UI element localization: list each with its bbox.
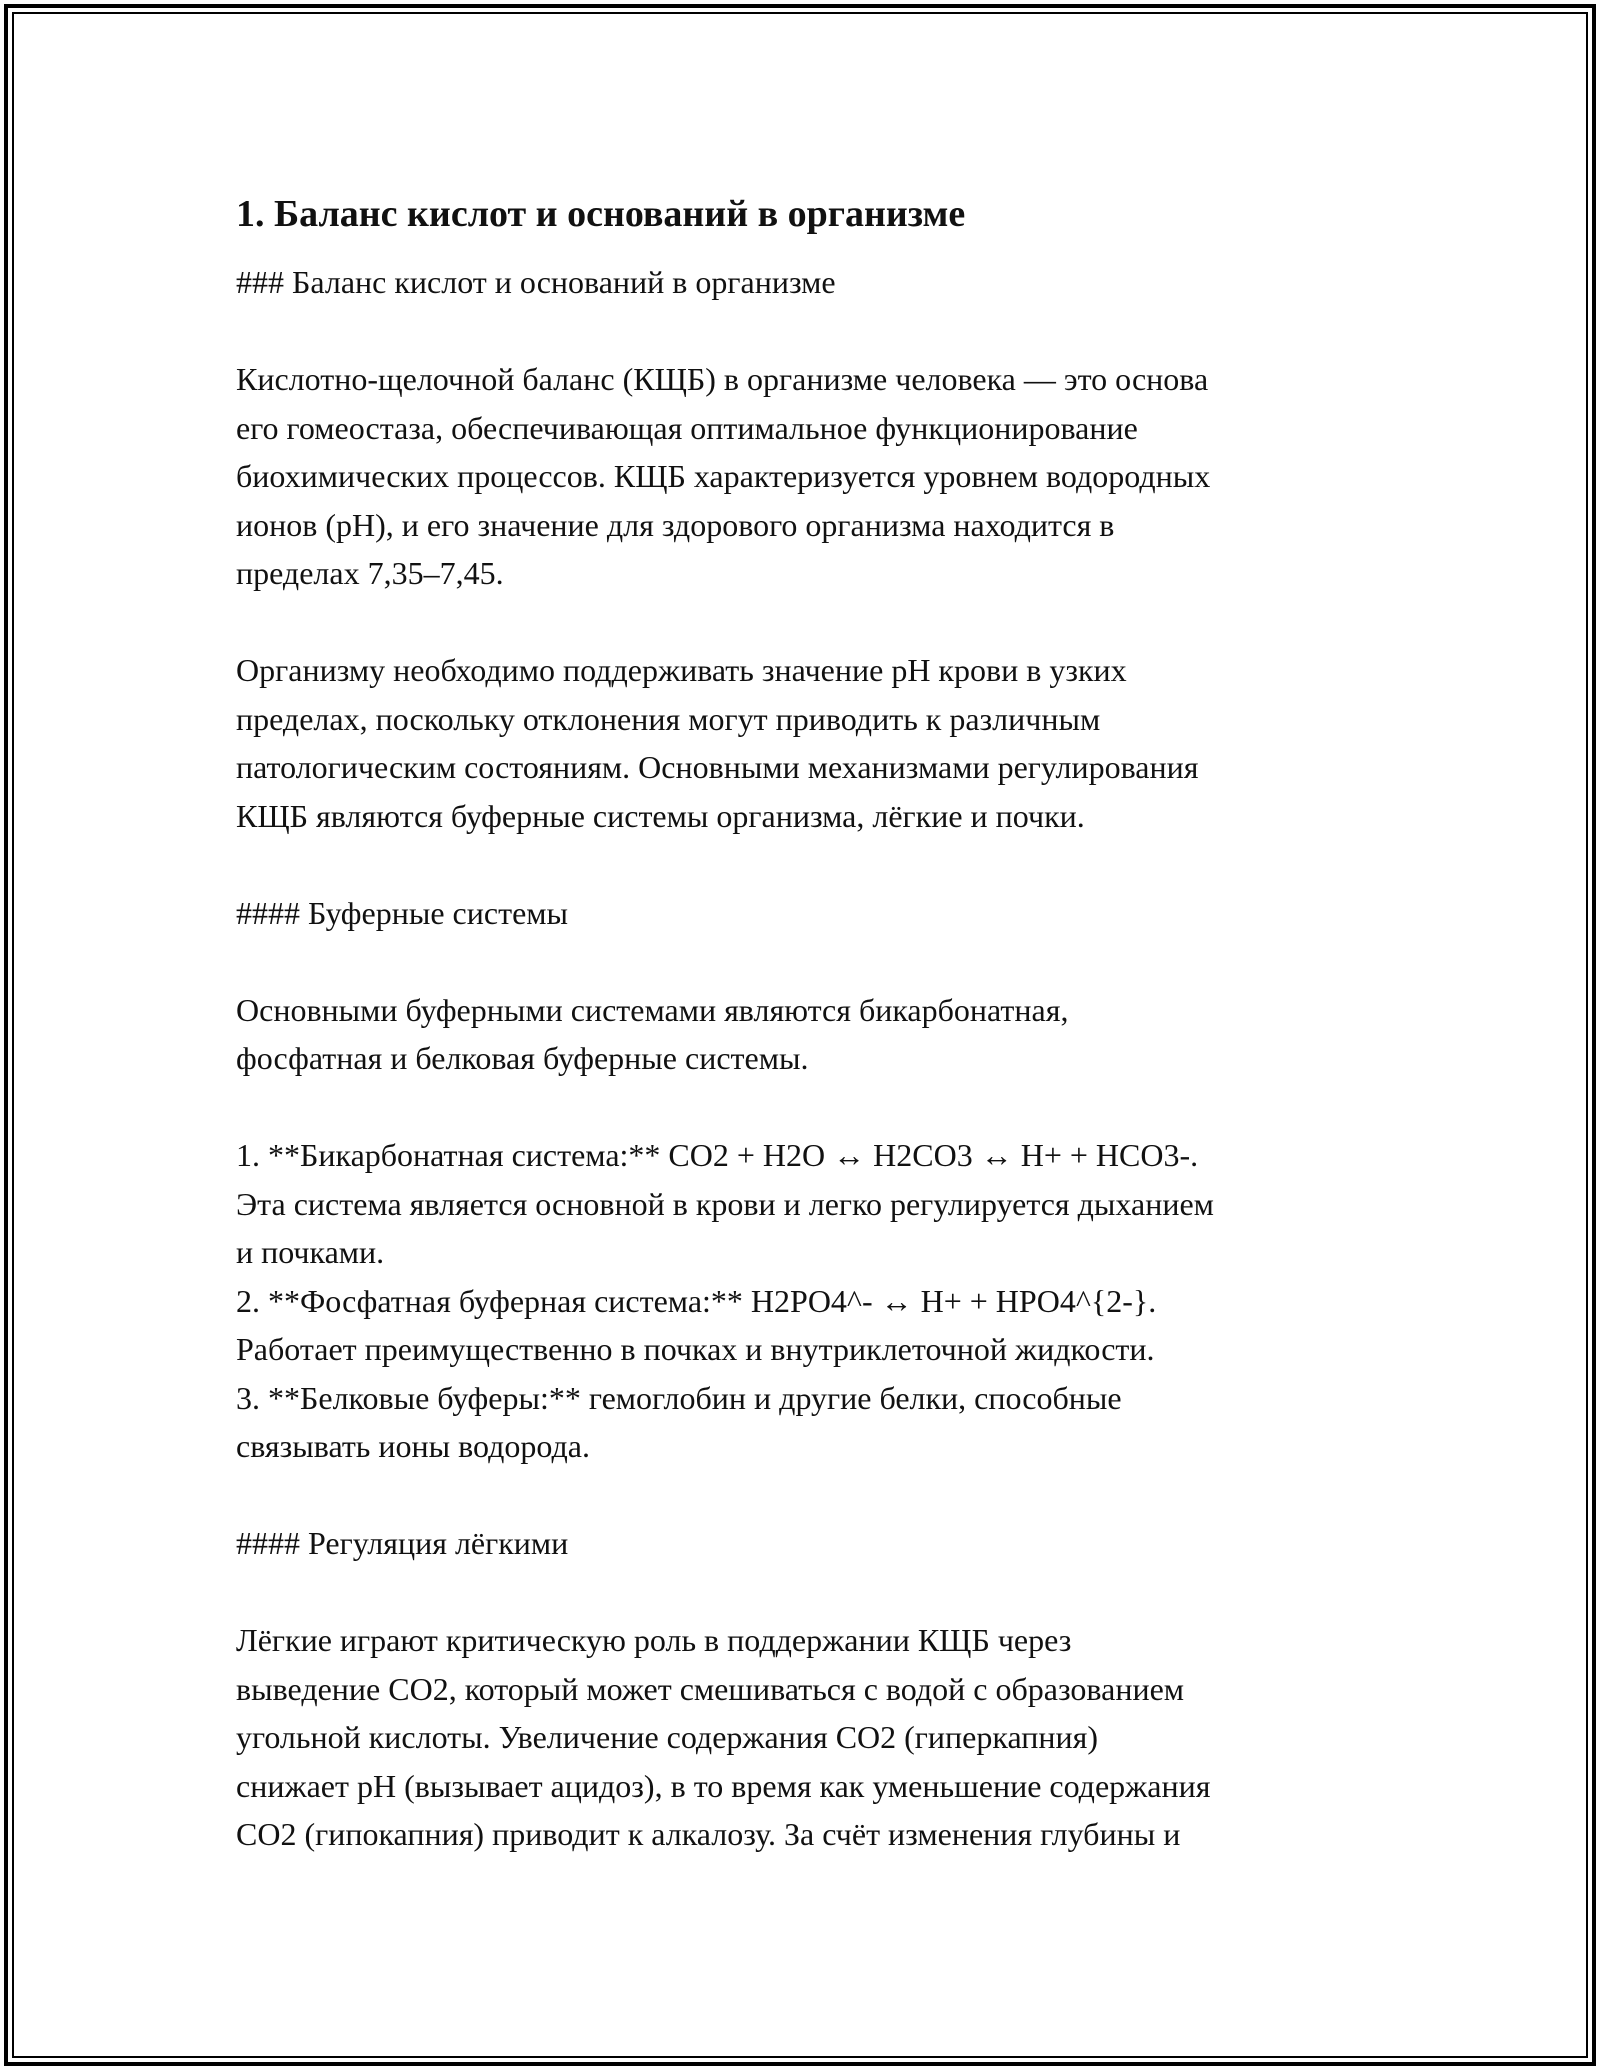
text-line: пределах, поскольку отклонения могут приводить к различным [236,700,1101,737]
subheading-lung-regulation [236,1519,1366,1568]
text-line: фосфатная и белковая буферные системы. [236,1040,809,1076]
list-item-line: 2. **Фосфатная буферная система:** H2PO4^- ↔ H+ + HPO4^{2-}. [236,1282,1157,1319]
text-line: ### Баланс кислот и оснований в организме [236,264,836,300]
text-line: Организму необходимо поддерживать значение pH крови в узких [236,652,1127,688]
text-line: Лёгкие играют критическую роль в поддержании КЩБ через [236,1622,1072,1658]
paragraph-buffer-intro [236,986,1366,1083]
text-line: #### Буферные системы [236,894,569,931]
text-line: пределах 7,35–7,45. [236,555,504,591]
text-line: его гомеостаза, обеспечивающая оптимальное функционирование [236,409,1138,446]
paragraph-intro [236,355,1366,598]
text-line: КЩБ являются буферные системы организма, лёгкие и почки. [236,797,1085,834]
paragraph-lungs [236,1616,1366,1859]
list-item-line: и почками. [236,1234,385,1270]
paragraph-regulation [236,646,1366,840]
list-item-line: Эта система является основной в крови и легко регулируется дыханием [236,1185,1214,1222]
text-line: Основными буферными системами являются бикарбонатная, [236,991,1069,1028]
text-line: #### Регуляция лёгкими [236,1525,569,1561]
text-line: снижает pH (вызывает ацидоз), в то время как уменьшение содержания [236,1767,1211,1804]
list-item-line: Работает преимущественно в почках и внутриклеточной жидкости. [236,1331,1155,1367]
document-title: 1. Баланс кислот и оснований в организме [236,193,966,235]
list-item-line: 3. **Белковые буферы:** гемоглобин и другие белки, способные [236,1379,1122,1416]
subheading-balance [236,258,1366,307]
text-line: угольной кислоты. Увеличение содержания CO2 (гиперкапния) [236,1719,1098,1755]
text-line: выведение CO2, который может смешиваться с водой с образованием [236,1670,1185,1707]
text-line: CO2 (гипокапния) приводит к алкалозу. За счёт изменения глубины и [236,1816,1181,1852]
text-line: ионов (pH), и его значение для здорового организма находится в [236,506,1115,543]
list-item-line: 1. **Бикарбонатная система:** CO2 + H2O ↔ H2CO3 ↔ H+ + HCO3-. [236,1137,1199,1173]
text-line: биохимических процессов. КЩБ характеризуется уровнем водородных [236,458,1211,494]
list-item-line: связывать ионы водорода. [236,1428,590,1464]
subheading-buffer-systems [236,889,1366,938]
buffer-systems-list [236,1131,1366,1471]
text-line: патологическим состояниям. Основными механизмами регулирования [236,749,1199,785]
text-line: Кислотно-щелочной баланс (КЩБ) в организме человека — это основа [236,361,1209,397]
document-body [236,182,1366,1907]
